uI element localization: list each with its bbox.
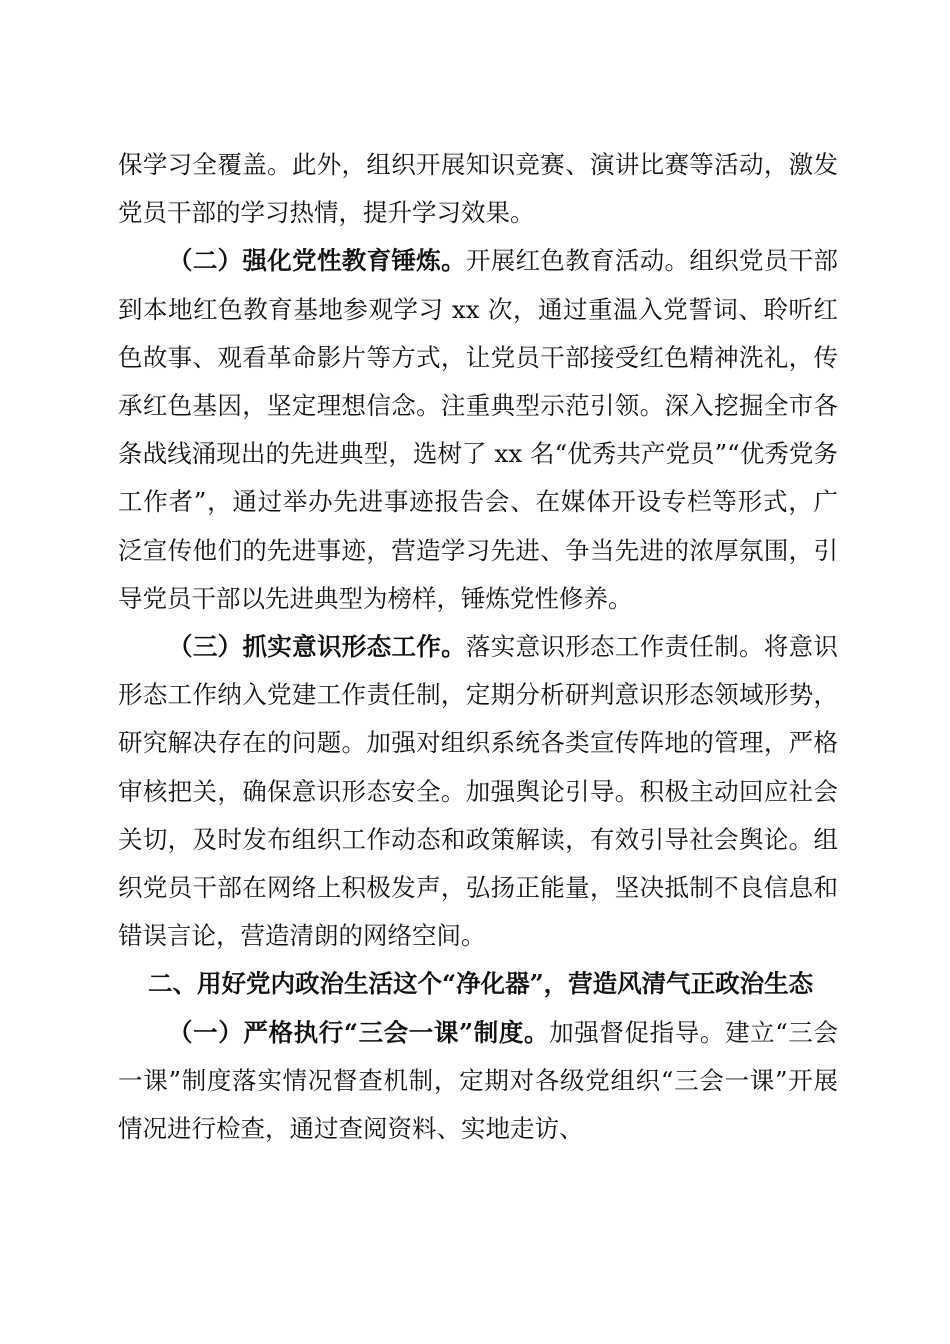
section-2-lead: （二）强化党性教育锤炼。 xyxy=(168,246,466,276)
section-3-body: 落实意识形态工作责任制。将意识形态工作纳入党建工作责任制，定期分析研判意识形态领域形势，研究解决存在的问题。加强对组织系统各类宣传阵地的管理，严格审核把关，确保意识形态安全。加强舆论引导。积极主动回应社会关切，及时发布组织工作动态和政策解读，有效引导社会舆论。组织党员干部在网络上积极发声，弘扬正能量，坚决抵制不良信息和错误言论，营造清朗的网络空间。 xyxy=(118,632,838,951)
document-body xyxy=(118,141,838,1153)
heading-part-2: 二、用好党内政治生活这个“净化器”，营造风清气正政治生态 xyxy=(148,969,814,999)
subsection-1-body: 加强督促指导。建立“三会一课”制度落实情况督查机制，定期对各级党组织“三会一课”开展情况进行检查，通过查阅资料、实地走访、 xyxy=(118,1017,839,1144)
section-3-lead: （三）抓实意识形态工作。 xyxy=(168,632,466,662)
subsection-1-lead: （一）严格执行“三会一课”制度。 xyxy=(168,1017,550,1047)
section-2-body: 开展红色教育活动。组织党员干部到本地红色教育基地参观学习 xx 次，通过重温入党誓词、聆听红色故事、观看革命影片等方式，让党员干部接受红色精神洗礼，传承红色基因，坚定理想信念。注重典型示范引领。深入挖掘全市各条战线涌现出的先进典型，选树了 xx 名“优秀共产党员”“优秀党务工作者”，通过举办先进事迹报告会、在媒体开设专栏等形式，广泛宣传他们的先进事迹，营造学习先进、争当先进的浓厚氛围，引导党员干部以先进典型为榜样，锤炼党性修养。 xyxy=(118,246,838,613)
paragraph-subsection-1 xyxy=(118,1009,838,1154)
paragraph-section-2 xyxy=(118,237,838,623)
paragraph-section-3 xyxy=(118,623,838,960)
paragraph-continued: 保学习全覆盖。此外，组织开展知识竞赛、演讲比赛等活动，激发党员干部的学习热情，提升学习效果。 xyxy=(118,150,838,228)
